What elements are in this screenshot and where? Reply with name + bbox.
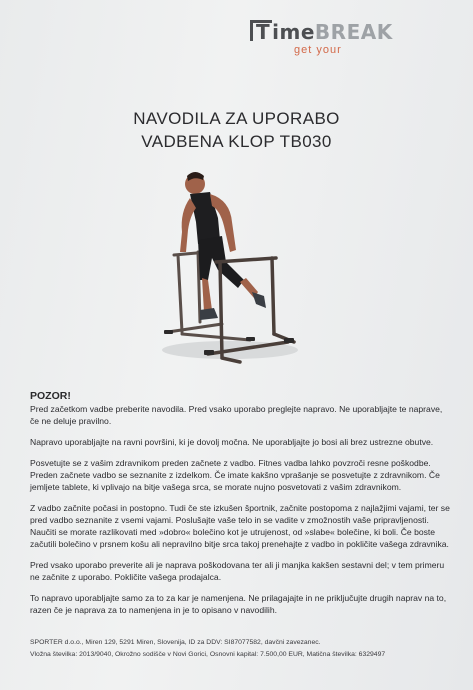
title-line-2: VADBENA KLOP TB030: [141, 132, 332, 151]
warning-paragraph-1: Pred začetkom vadbe preberite navodila. Pred vsako uporabo preglejte napravo. Ne uporabljajte te naprave, če ne deluje pravilno.: [30, 404, 443, 426]
warning-heading: POZOR!: [30, 390, 71, 402]
logo-tagline: get your: [294, 44, 342, 56]
logo-t-icon: T: [250, 20, 272, 41]
dip-station-illustration: [160, 162, 300, 367]
logo-text-part1: ime: [272, 20, 315, 44]
logo-text-part2: BREAK: [314, 20, 393, 44]
title-line-1: NAVODILA ZA UPORABO: [133, 109, 340, 128]
company-footer: [30, 637, 450, 661]
warning-paragraph-4: Z vadbo začnite počasi in postopno. Tudi če ste izkušen športnik, začnite postopoma z najlažjimi vajami, ter se pred vadbo seznanite z vsemi vajami. Poslušajte vaše telo in se vadite v zmožnostih vaše pripravljenosti. Naučiti se morate razlikovati med »dobro« bolečino kot je utrujenost, od »slabe« bolečine, ki boli. Če boste začutili bolečino v prsnem košu ali nepravilno bitje srca takoj prenehajte z vadbo in pokličite vašega zdravnika.: [30, 503, 450, 549]
logo-wordmark: [250, 20, 393, 44]
warning-paragraph-3: Posvetujte se z vašim zdravnikom preden začnete z vadbo. Fitnes vadba lahko povzroči resne poškodbe. Preden začnete vadbo se seznanite z izdelkom. Če imate kakšno vprašanje se posvetujte z zdravnikom. Če jemljete tablete, ki vplivajo na bitje vašega srca, se morate nujno posvetovati z vašim zdravnikom.: [30, 458, 440, 492]
warning-section: [30, 390, 450, 625]
warning-paragraph-6: To napravo uporabljajte samo za to za kar je namenjena. Ne prilagajajte in ne priključujte drugih naprav na to, razen če je naprava za to namenjena in je to opisano v navodilih.: [30, 593, 447, 615]
footer-line-2: Vložna številka: 2013/9040, Okrožno sodišče v Novi Gorici, Osnovni kapital: 7.500,00 EUR, Matična številka: 6329497: [30, 651, 386, 658]
warning-paragraph-5: Pred vsako uporabo preverite ali je naprava poškodovana ter ali ji manjka kakšen sestavni del; v tem primeru ne začnite z uporabo. Pokličite vašega prodajalca.: [30, 560, 445, 582]
person-figure: [180, 172, 266, 320]
warning-paragraph-2: Napravo uporabljajte na ravni površini, ki je dovolj močna. Ne uporabljajte jo bosi ali brez ustrezne obutve.: [30, 437, 434, 447]
footer-line-1: SPORTER d.o.o., Miren 129, 5291 Miren, Slovenija, ID za DDV: SI87077582, davčni zavezanec.: [30, 639, 321, 646]
timebreak-logo: [250, 20, 393, 60]
